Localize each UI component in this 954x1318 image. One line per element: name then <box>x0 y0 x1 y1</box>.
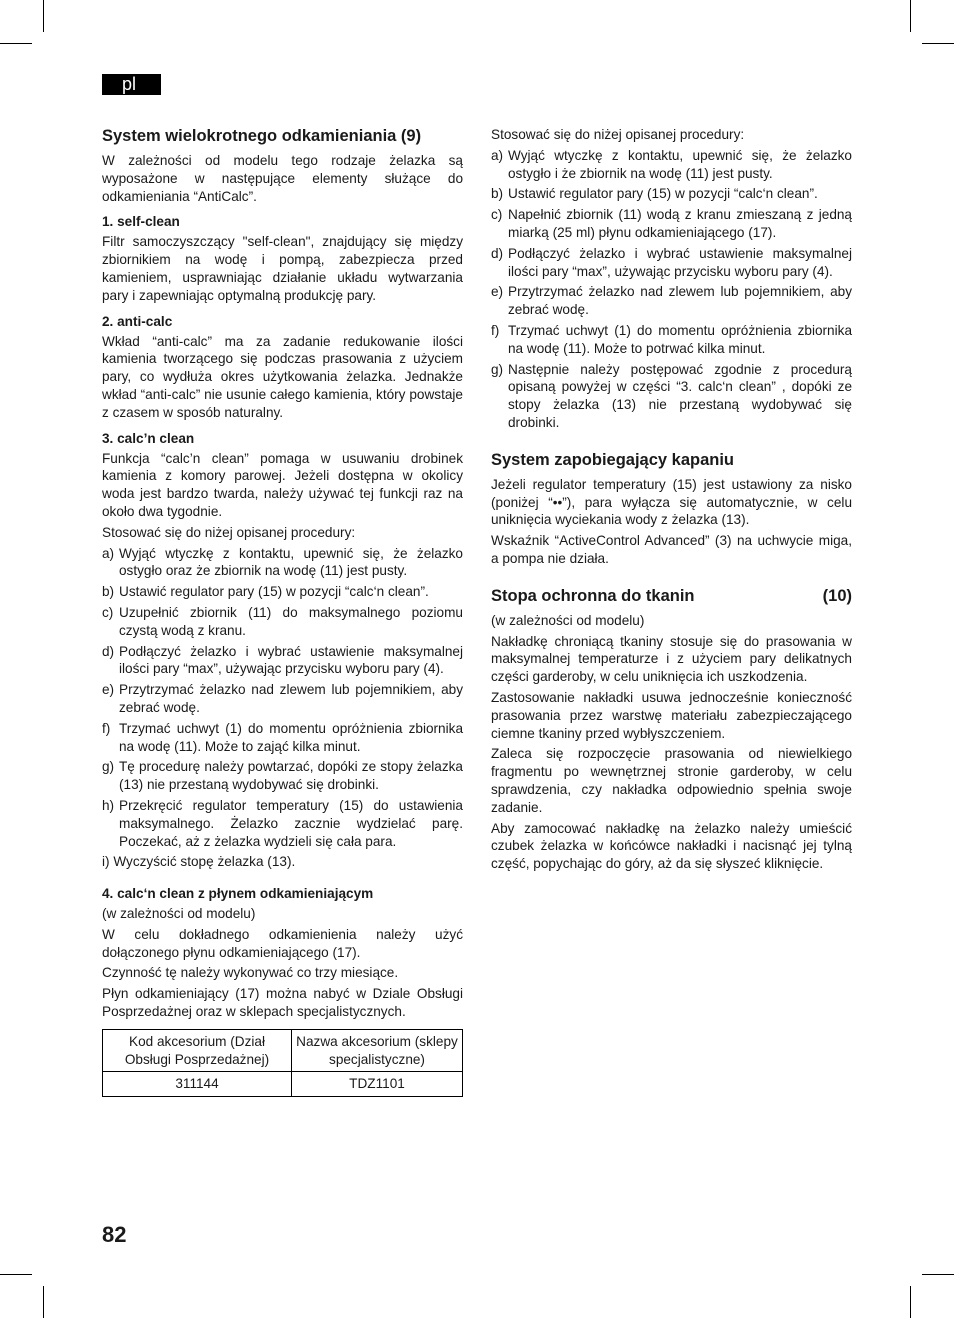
drip-text-1: Jeżeli regulator temperatury (15) jest ustawiony za nisko (poniżej “••”), para wyłącza się automatycznie, w celu uniknięcia wyciekania wody z żelazka (13). <box>491 476 852 528</box>
table-cell-name: TDZ1101 <box>292 1072 463 1097</box>
list-item: a) Wyjąć wtyczkę z kontaktu, upewnić się, że żelazko ostygło oraz że zbiornik na wodę (11) jest pusty. <box>102 545 463 579</box>
subsection-calc-clean: 3. calc’n clean <box>102 430 195 446</box>
left-column <box>102 126 463 1097</box>
model-note: (w zależności od modelu) <box>102 906 256 922</box>
crop-mark <box>922 43 954 44</box>
list-item: f) Trzymać uchwyt (1) do momentu opróżnienia zbiornika na wodę (11). Może to potrwać kilka minut. <box>491 322 852 356</box>
table-row <box>103 1029 463 1072</box>
self-clean-text: Filtr samoczyszczący "self-clean", znajdujący się między zbiornikiem na wodę i pompą, zabezpiecza przed kamieniem, usprawniając działanie układu wytwarzania pary i zapewniając optymalną produkcję pary. <box>102 234 463 303</box>
soleplate-text-4: Aby zamocować nakładkę na żelazko należy umieścić czubek żelazka w końcówce nakładki i nacisnąć jej tylną część, popychając do góry, aż da się słyszeć kliknięcie. <box>491 820 852 872</box>
section-title-drip: System zapobiegający kapaniu <box>491 450 735 469</box>
crop-mark <box>910 0 911 32</box>
table-header-code: Kod akcesorium (Dział Obsługi Posprzedażnej) <box>103 1029 292 1072</box>
subsection-anti-calc: 2. anti-calc <box>102 313 173 329</box>
liquid-text-1: W celu dokładnego odkamienienia należy użyć dołączonego płynu odkamieniającego (17). <box>102 926 463 960</box>
anti-calc-text: Wkład “anti-calc” ma za zadanie redukowanie ilości kamienia tworzącego się podczas prasowania z użyciem pary, co wydłuża okres użytkowania żelazka. Jednakże wkład “anti-calc” nie usunie całego kamienia, który powstaje z czasem w sposób naturalny. <box>102 333 463 420</box>
crop-mark <box>922 1274 954 1275</box>
list-item: c) Uzupełnić zbiornik (11) do maksymalnego poziomu czystą wodą z kranu. <box>102 604 463 638</box>
section-title-decalc: System wielokrotnego odkamieniania (9) <box>102 127 422 145</box>
section-title-soleplate <box>491 586 852 606</box>
subsection-calc-clean-liquid: 4. calc‘n clean z płynem odkamieniającym <box>102 886 374 902</box>
table-row <box>103 1072 463 1097</box>
liquid-text-2: Czynność tę należy wykonywać co trzy miesiące. <box>102 965 399 981</box>
procedure-intro: Stosować się do niżej opisanej procedury: <box>102 524 356 540</box>
procedure-intro: Stosować się do niżej opisanej procedury: <box>491 127 745 142</box>
soleplate-title-text: Stopa ochronna do tkanin <box>491 586 695 605</box>
intro-text: W zależności od modelu tego rodzaje żelazka są wyposażone w następujące elementy służące do odkamieniania “AntiCalc”. <box>102 153 463 204</box>
crop-mark <box>43 0 44 32</box>
liquid-steps <box>491 147 852 432</box>
list-item: b) Ustawić regulator pary (15) w pozycji “calc‘n clean”. <box>102 584 429 600</box>
calc-clean-steps <box>102 545 463 851</box>
liquid-text-3: Płyn odkamieniający (17) można nabyć w Dziale Obsługi Posprzedażnej oraz w sklepach specjalistycznych. <box>102 986 463 1020</box>
crop-mark <box>0 1274 32 1275</box>
right-column <box>491 126 852 876</box>
drip-text-2: Wskaźnik “ActiveControl Advanced” (3) na uchwycie miga, a pompa nie działa. <box>491 533 852 566</box>
soleplate-text-3: Zaleca się rozpoczęcie prasowania od niewielkiego fragmentu po wewnętrznej stronie garderoby, w celu sprawdzenia, czy nakładka odpowiednio spełnia swoje zadanie. <box>491 746 852 815</box>
list-item: f) Trzymać uchwyt (1) do momentu opróżnienia zbiornika na wodę (11). Może to zająć kilka minut. <box>102 720 463 754</box>
list-item: g) Tę procedurę należy powtarzać, dopóki ze stopy żelazka (13) nie przestaną wydobywać się drobinki. <box>102 759 463 793</box>
list-item: d) Podłączyć żelazko i wybrać ustawienie maksymalnej ilości pary “max”, używając przycisku wyboru pary (4). <box>102 643 463 677</box>
soleplate-text-1: Nakładkę chroniącą tkaniny stosuje się do prasowania w maksymalnej temperaturze i z użyciem pary delikatnych części garderoby, w celu uniknięcia ich uszkodzenia. <box>491 633 852 685</box>
subsection-self-clean: 1. self-clean <box>102 214 180 230</box>
model-note: (w zależności od modelu) <box>491 612 645 628</box>
soleplate-title-number: (10) <box>822 586 852 605</box>
accessory-table <box>102 1029 463 1097</box>
list-item: b) Ustawić regulator pary (15) w pozycji “calc‘n clean”. <box>491 186 818 202</box>
list-item: h) Przekręcić regulator temperatury (15) do ustawienia maksymalnego. Żelazko zacznie wydzielać parę. Poczekać, aż z żelazka wydzieli się cała para. <box>102 797 463 849</box>
crop-mark <box>910 1286 911 1318</box>
language-tab: pl <box>102 74 161 95</box>
page-number: 82 <box>102 1222 127 1247</box>
list-item: g) Następnie należy postępować zgodnie z procedurą opisaną powyżej w części “3. calc‘n clean” , dopóki ze stopy żelazka (13) nie przestaną wydobywać się drobinki. <box>491 361 852 430</box>
table-header-name: Nazwa akcesorium (sklepy specjalistyczne) <box>292 1029 463 1072</box>
list-item: d) Podłączyć żelazko i wybrać ustawienie maksymalnej ilości pary “max”, używając przycisku wyboru pary (4). <box>491 245 852 279</box>
list-item: a) Wyjąć wtyczkę z kontaktu, upewnić się, że żelazko ostygło i że zbiornik na wodę (11) jest pusty. <box>491 147 852 181</box>
table-cell-code: 311144 <box>103 1072 292 1097</box>
calc-clean-text: Funkcja “calc’n clean” pomaga w usuwaniu drobinek kamienia z komory parowej. Jeżeli dostępna w okolicy woda jest bardzo twarda, należy używać tej funkcji raz na około dwa tygodnie. <box>102 450 463 519</box>
calc-clean-last-step: i) Wyczyścić stopę żelazka (13). <box>102 854 296 870</box>
crop-mark <box>0 43 32 44</box>
crop-mark <box>43 1286 44 1318</box>
list-item: e) Przytrzymać żelazko nad zlewem lub pojemnikiem, aby zebrać wodę. <box>102 682 463 715</box>
list-item: e) Przytrzymać żelazko nad zlewem lub pojemnikiem, aby zebrać wodę. <box>491 284 852 318</box>
soleplate-text-2: Zastosowanie nakładki usuwa jednocześnie konieczność prasowania przez warstwę materiału zabezpieczającego ciemne tkaniny przed wybłyszczeniem. <box>491 689 852 741</box>
list-item: c) Napełnić zbiornik (11) wodą z kranu zmieszaną z jedną miarką (25 ml) płynu odkamieniającego (17). <box>491 207 852 240</box>
